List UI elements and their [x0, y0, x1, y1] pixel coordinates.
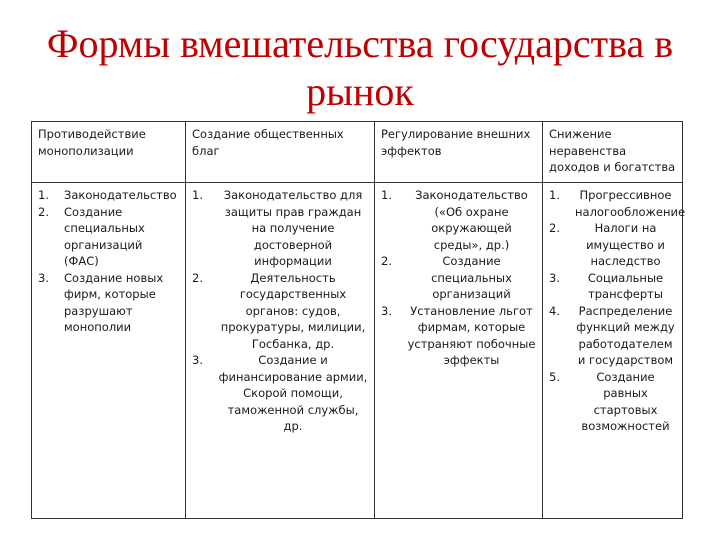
list-item: [549, 303, 676, 369]
item-text: Законодательство для защиты прав граждан на получение достоверной информации: [223, 188, 363, 268]
slide-title-line-2: рынок: [306, 69, 414, 114]
item-number: 1.: [549, 188, 560, 202]
item-number: 1.: [38, 188, 49, 202]
cell-externalities: [375, 183, 543, 519]
forms-table: [31, 121, 686, 519]
list-item: [192, 187, 368, 270]
antimonopoly-list: [38, 187, 179, 336]
item-text: Законодательство: [64, 188, 177, 202]
cell-inequality: [543, 183, 686, 519]
item-number: 2.: [192, 270, 203, 285]
item-text: Социальные трансферты: [587, 270, 664, 301]
item-number: 2.: [381, 254, 392, 268]
list-item: [549, 187, 686, 220]
list-item: [549, 369, 676, 435]
item-number: 2.: [549, 221, 560, 235]
item-text: Прогрессивное налогообложение: [575, 188, 686, 219]
item-text: Деятельность государственных органов: судов, прокуратуры, милиции, Госбанка, др.: [220, 270, 366, 351]
item-number: 3.: [38, 270, 49, 285]
item-number: 3.: [381, 303, 392, 318]
item-text: Налоги на имущество и наследство: [586, 221, 665, 268]
item-number: 2.: [38, 204, 49, 219]
list-item: [381, 187, 536, 253]
header-inequality: Снижение неравенства доходов и богатства: [543, 122, 683, 183]
externalities-list: [381, 187, 536, 369]
list-item: [192, 352, 368, 435]
list-item: [549, 270, 676, 303]
list-item: [38, 187, 179, 204]
header-externalities: Регулирование внешних эффектов: [375, 122, 543, 183]
inequality-list: [549, 187, 686, 435]
list-item: [381, 303, 536, 369]
item-number: 1.: [381, 188, 392, 202]
public-goods-list: [192, 187, 368, 435]
item-text: Установление льгот фирмам, которые устраняют побочные эффекты: [407, 303, 536, 367]
header-public-goods: Создание общественных благ: [186, 122, 375, 183]
item-number: 3.: [192, 353, 203, 367]
item-number: 5.: [549, 369, 560, 384]
list-item: [549, 220, 676, 270]
list-item: [381, 253, 536, 303]
list-item: [38, 270, 179, 336]
list-item: [192, 270, 368, 353]
item-text: Создание специальных организаций: [431, 254, 512, 301]
slide-title-line-1: Формы вмешательства государства в: [46, 21, 674, 66]
slide-title: [0, 20, 720, 116]
item-text: Создание новых фирм, которые разрушают монополии: [64, 270, 164, 334]
cell-public-goods: [186, 183, 375, 519]
item-text: Создание равных стартовых возможностей: [581, 369, 670, 433]
header-antimonopoly: Противодействие монополизации: [32, 122, 186, 183]
item-number: 4.: [549, 303, 560, 318]
list-item: [38, 204, 179, 270]
item-number: 3.: [549, 270, 560, 285]
item-text: Законодательство («Об охране окружающей среды», др.): [415, 188, 528, 252]
item-text: Создание и финансирование армии, Скорой помощи, таможенной службы, др.: [218, 353, 368, 433]
table-header-row: [32, 122, 683, 183]
item-text: Создание специальных организаций (ФАС): [64, 204, 145, 268]
item-number: 1.: [192, 188, 203, 202]
table-body-row: [32, 183, 683, 519]
item-text: Распределение функций между работодателем и государством: [576, 303, 675, 367]
cell-antimonopoly: [32, 183, 186, 519]
